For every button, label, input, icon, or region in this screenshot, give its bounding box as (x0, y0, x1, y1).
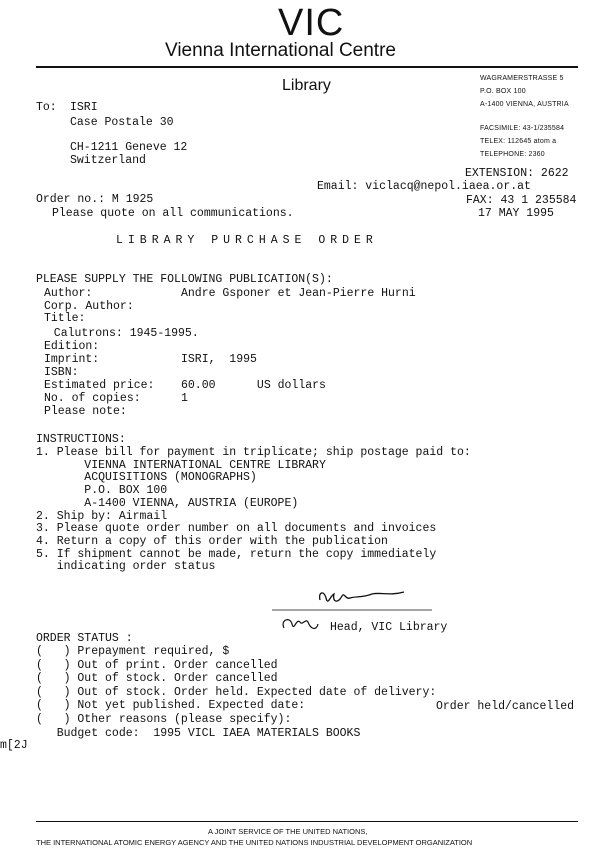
instructions-heading: INSTRUCTIONS: (36, 433, 126, 446)
order-status-item: ( ) Out of stock. Order cancelled (36, 672, 278, 685)
publication-field-label: Title: (44, 312, 86, 325)
recipient-line-2: Case Postale 30 (70, 116, 174, 129)
publication-field-label: Corp. Author: (44, 300, 134, 313)
publication-field-value: 1 (181, 392, 188, 405)
publication-field-label: Estimated price: (44, 379, 155, 392)
recipient-line-1: ISRI (70, 101, 98, 114)
instruction-line: 4. Return a copy of this order with the publication (36, 534, 388, 548)
held-cancelled: Order held/cancelled (436, 700, 575, 713)
instruction-line: 1. Please bill for payment in triplicate; ship postage paid to: (36, 446, 471, 459)
instruction-line: indicating order status (36, 560, 216, 574)
publication-field-label: Please note: (44, 405, 127, 418)
order-status-heading: ORDER STATUS : (36, 632, 133, 645)
order-number: Order no.: M 1925 (36, 193, 154, 206)
email: Email: viclacq@nepol.iaea.or.at (317, 180, 531, 193)
instruction-line: 2. Ship by: Airmail (36, 509, 168, 523)
address-telex: TELEX: 112645 atom a (480, 138, 557, 145)
publication-field-label: No. of copies: (44, 392, 141, 405)
instruction-line: 5. If shipment cannot be made, return the copy immediately (36, 547, 437, 561)
signatory-title: Head, VIC Library (330, 621, 448, 634)
fax: FAX: 43 1 235584 (466, 194, 577, 207)
instruction-line: VIENNA INTERNATIONAL CENTRE LIBRARY (36, 458, 326, 472)
instruction-line: A-1400 VIENNA, AUSTRIA (EUROPE) (36, 496, 299, 510)
address-street: WAGRAMERSTRASSE 5 (480, 75, 564, 82)
document-title: LIBRARY PURCHASE ORDER (116, 234, 378, 247)
publication-field-value: Andre Gsponer et Jean-Pierre Hurni (181, 287, 416, 300)
order-status-item: ( ) Out of stock. Order held. Expected date of delivery: (36, 685, 437, 699)
quote-note: Please quote on all communications. (52, 207, 294, 220)
order-status-item: ( ) Prepayment required, $ (36, 645, 230, 658)
address-facsimile: FACSIMILE: 43-1/235584 (480, 125, 565, 132)
order-status-item: ( ) Other reasons (please specify): (36, 712, 292, 726)
address-telephone: TELEPHONE: 2360 (480, 151, 545, 158)
instruction-line: 3. Please quote order number on all documents and invoices (36, 522, 437, 536)
address-pobox: P.O. BOX 100 (480, 88, 526, 95)
order-status-item: ( ) Out of print. Order cancelled (36, 658, 278, 672)
publication-heading: PLEASE SUPPLY THE FOLLOWING PUBLICATION(S): (36, 273, 333, 286)
footer-line-2: THE INTERNATIONAL ATOMIC ENERGY AGENCY AND THE UNITED NATIONS INDUSTRIAL DEVELOPMENT ORGANIZATION (36, 838, 473, 847)
organization-name: Vienna International Centre (165, 40, 396, 61)
footer-rule (36, 821, 578, 822)
footer-line-1: A JOINT SERVICE OF THE UNITED NATIONS, (208, 827, 368, 836)
publication-field-label: ISBN: (44, 366, 79, 379)
publication-field-label: Edition: (44, 340, 100, 353)
instruction-line: P.O. BOX 100 (36, 484, 168, 498)
budget-code: Budget code: 1995 VICL IAEA MATERIALS BOOKS (36, 727, 361, 740)
publication-field-value: 60.00 US dollars (181, 379, 326, 392)
address-city: A-1400 VIENNA, AUSTRIA (480, 101, 569, 108)
publication-field-label: Imprint: (44, 353, 100, 366)
publication-field-label: Calutrons: 1945-1995. (40, 327, 199, 340)
vic-logo: VIC (278, 2, 345, 44)
extension: EXTENSION: 2622 (465, 167, 569, 180)
publication-field-value: ISRI, 1995 (181, 353, 257, 366)
recipient-line-5: Switzerland (70, 154, 146, 167)
to-label: To: (36, 101, 57, 114)
letterhead-rule (36, 66, 578, 68)
order-status-item: ( ) Not yet published. Expected date: (36, 699, 306, 712)
instruction-line: ACQUISITIONS (MONOGRAPHS) (36, 471, 257, 485)
order-date: 17 MAY 1995 (478, 207, 554, 220)
library-label: Library (282, 77, 331, 94)
publication-field-label: Author: (44, 287, 93, 300)
recipient-line-4: CH-1211 Geneve 12 (70, 141, 188, 154)
stray-control-text: m[2J (0, 739, 28, 752)
